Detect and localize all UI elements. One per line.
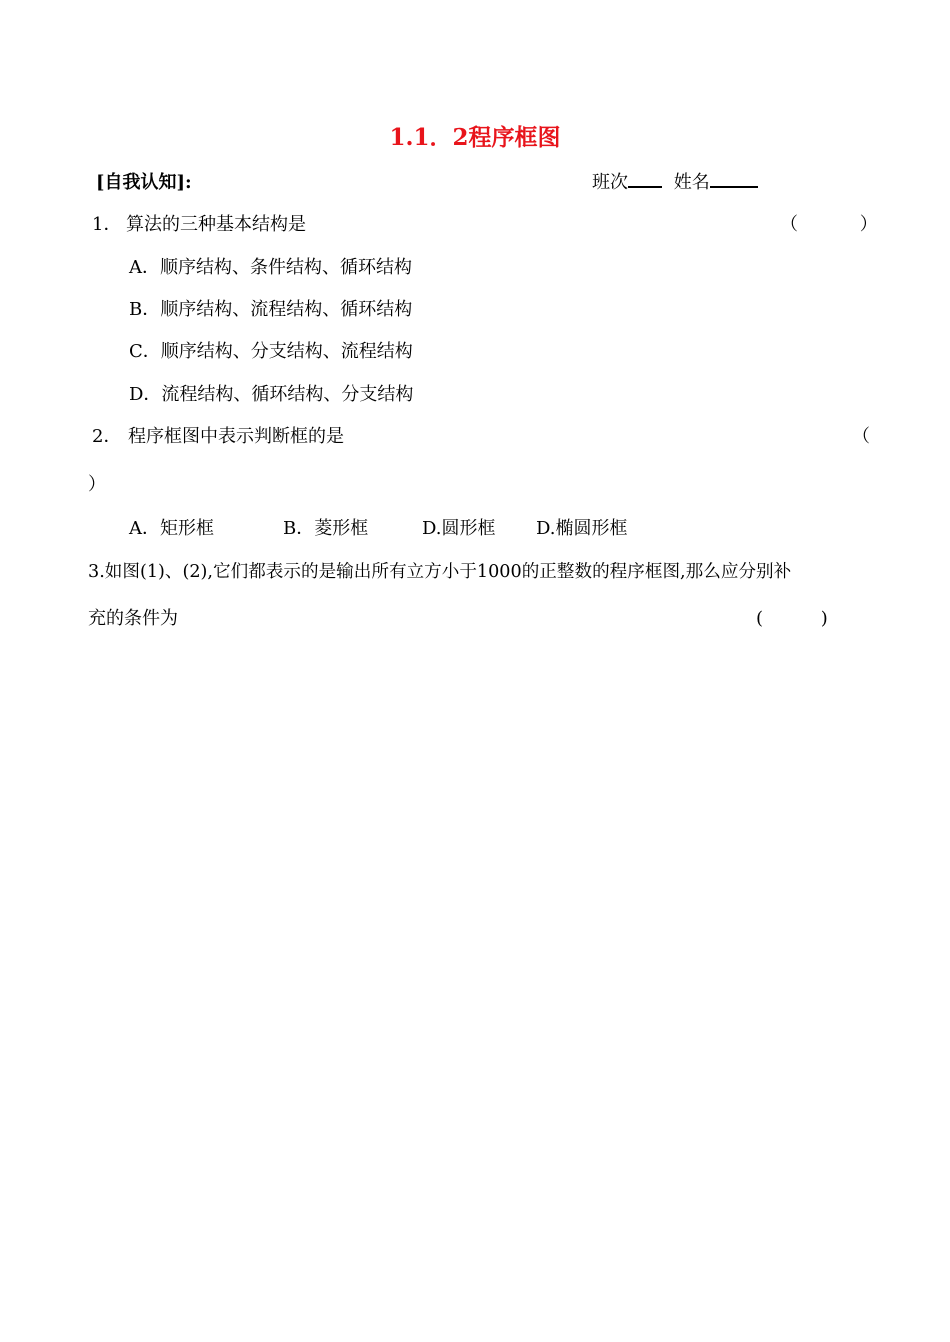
question-2-number: 2． [92, 426, 122, 447]
question-1-number: 1． [92, 214, 122, 235]
question-3-stem: 如图(1)、(2),它们都表示的是输出所有立方小于1000的正整数的程序框图,那么应分别补 [104, 562, 792, 582]
question-1-option-b: B．顺序结构、流程结构、循环结构 [129, 299, 413, 320]
name-label: 姓名 [673, 172, 710, 193]
question-2-option-d: D.椭圆形框 [536, 518, 628, 539]
question-2-option-c: D.圆形框 [422, 518, 496, 539]
name-blank[interactable] [710, 170, 758, 188]
question-1-option-d: D．流程结构、循环结构、分支结构 [129, 384, 414, 405]
question-2-option-b: B．菱形框 [283, 518, 369, 539]
question-3-answer-bracket: ( ) [756, 608, 854, 629]
question-3-line-1 [88, 561, 791, 583]
question-1-option-a: A．顺序结构、条件结构、循环结构 [129, 257, 412, 278]
question-3-line-2: 充的条件为 [88, 608, 178, 629]
page-title: 1.1．2程序框图 [389, 124, 561, 151]
question-1-stem: 算法的三种基本结构是 [126, 214, 306, 235]
student-info [592, 170, 758, 194]
class-blank[interactable] [628, 170, 662, 188]
question-2-bracket-open: （ [852, 426, 870, 447]
question-2-stem: 程序框图中表示判断框的是 [128, 426, 344, 447]
class-label: 班次 [592, 172, 628, 193]
question-1-option-c: C．顺序结构、分支结构、流程结构 [129, 341, 413, 362]
question-3-number: 3. [88, 562, 105, 582]
question-2-option-a: A．矩形框 [129, 518, 214, 539]
question-1-answer-bracket: （ ） [780, 214, 906, 235]
section-heading: [自我认知]: [96, 172, 192, 193]
question-2-bracket-close: ） [88, 474, 106, 495]
